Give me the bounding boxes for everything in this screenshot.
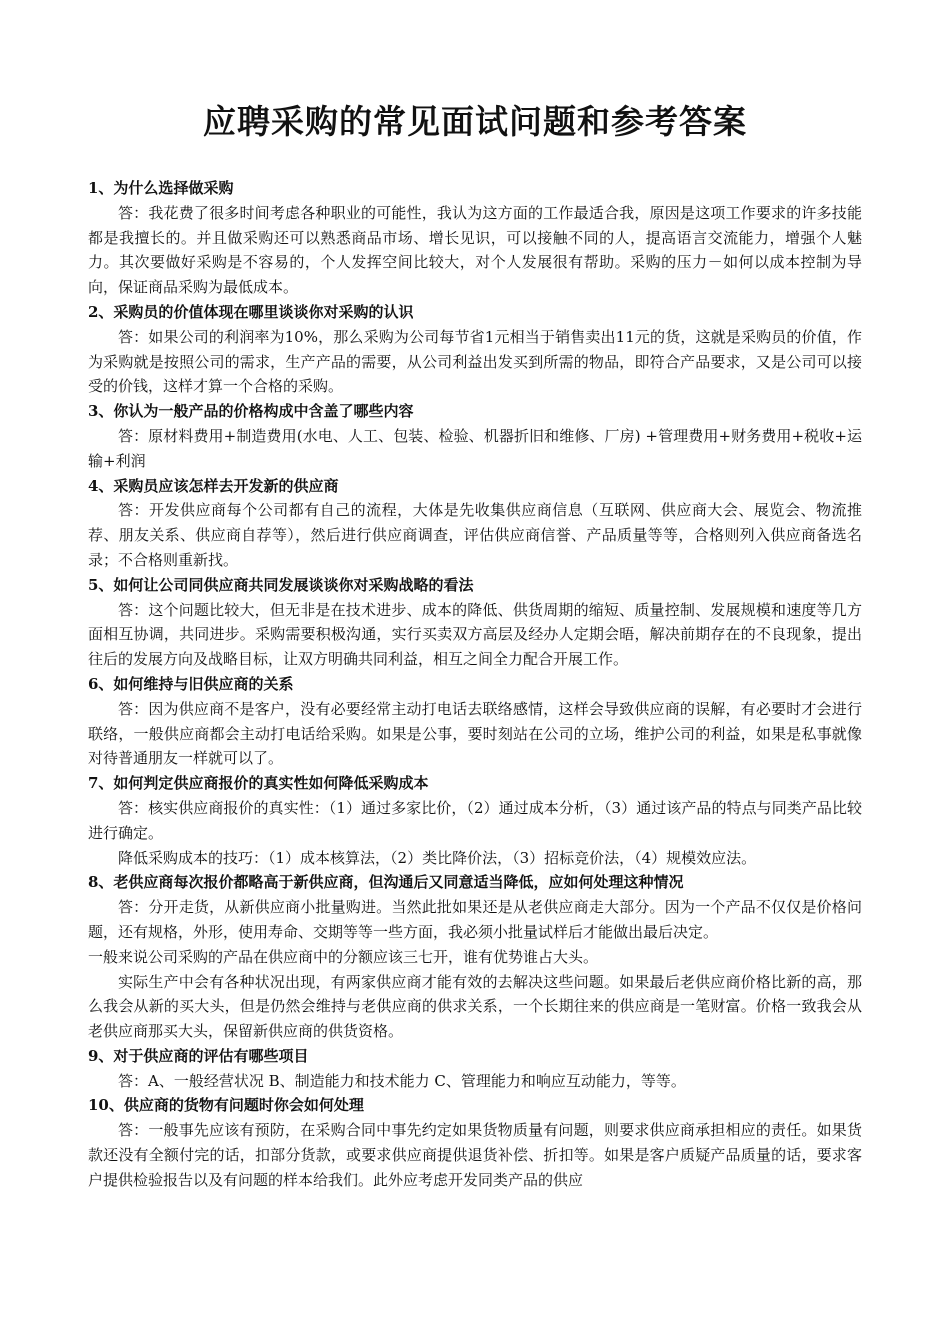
question-heading: 7、如何判定供应商报价的真实性如何降低采购成本: [88, 774, 429, 793]
qa-section: [88, 474, 862, 573]
answer-paragraph: 实际生产中会有各种状况出现，有两家供应商才能有效的去解决这些问题。如果最后老供应商价格比新的高，那么我会从新的买大头，但是仍然会维持与老供应商的供求关系，一个长期往来的供应商是一笔财富。价格一致我会从老供应商那买大头，保留新供应商的供货资格。: [88, 972, 862, 1041]
qa-section: [88, 672, 862, 771]
qa-section: [88, 771, 862, 870]
document-title: 应聘采购的常见面试问题和参考答案: [203, 102, 747, 141]
answer-paragraph: 答：A、一般经营状况 B、制造能力和技术能力 C、管理能力和响应互动能力，等等。: [118, 1071, 686, 1090]
answer-paragraph: 答：核实供应商报价的真实性：（1）通过多家比价，（2）通过成本分析，（3）通过该产品的特点与同类产品比较进行确定。: [88, 798, 862, 842]
qa-section: [88, 573, 862, 672]
answer-paragraph: 答：这个问题比较大，但无非是在技术进步、成本的降低、供货周期的缩短、质量控制、发展规模和速度等几方面相互协调，共同进步。采购需要积极沟通，实行买卖双方高层及经办人定期会晤，解决前期存在的不良现象，提出往后的发展方向及战略目标，让双方明确共同利益，相互之间全力配合开展工作。: [88, 600, 862, 669]
question-heading: 2、采购员的价值体现在哪里谈谈你对采购的认识: [88, 302, 414, 321]
answer-paragraph: 降低采购成本的技巧：（1）成本核算法，（2）类比降价法，（3）招标竞价法，（4）规模效应法。: [118, 848, 757, 867]
answer-paragraph: 答：一般事先应该有预防，在采购合同中事先约定如果货物质量有问题，则要求供应商承担相应的责任。如果货款还没有全额付完的话，扣部分货款，或要求供应商提供退货补偿、折扣等。如果是客户质疑产品质量的话，要求客户提供检验报告以及有问题的样本给我们。此外应考虑开发同类产品的供应: [88, 1121, 862, 1189]
answer-paragraph: 答：分开走货，从新供应商小批量购进。当然此批如果还是从老供应商走大部分。因为一个产品不仅仅是价格问题，还有规格，外形，使用寿命、交期等等一些方面，我必须小批量试样后才能做出最后决定。: [88, 898, 862, 941]
question-heading: 8、老供应商每次报价都略高于新供应商，但沟通后又同意适当降低，应如何处理这种情况: [88, 873, 684, 892]
answer-paragraph: 一般来说公司采购的产品在供应商中的分额应该三七开，谁有优势谁占大头。: [88, 947, 599, 966]
qa-section: [88, 399, 862, 473]
document-page: [88, 0, 862, 1193]
qa-section: [88, 176, 862, 300]
question-heading: 3、你认为一般产品的价格构成中含盖了哪些内容: [88, 402, 414, 421]
qa-section: [88, 870, 862, 1044]
answer-paragraph: 答：开发供应商每个公司都有自己的流程，大体是先收集供应商信息（互联网、供应商大会、展览会、物流推荐、朋友关系、供应商自荐等），然后进行供应商调查，评估供应商信誉、产品质量等等，合格则列入供应商备选名录；不合格则重新找。: [88, 501, 862, 569]
answer-paragraph: 答：因为供应商不是客户，没有必要经常主动打电话去联络感情，这样会导致供应商的误解，有必要时才会进行联络，一般供应商都会主动打电话给采购。如果是公事，要时刻站在公司的立场，维护公司的利益，如果是私事就像对待普通朋友一样就可以了。: [88, 699, 862, 768]
answer-paragraph: 答：原材料费用+制造费用(水电、人工、包装、检验、机器折旧和维修、厂房) +管理费用+财务费用+税收+运输+利润: [88, 426, 862, 470]
answer-paragraph: 答：我花费了很多时间考虑各种职业的可能性，我认为这方面的工作最适合我，原因是这项工作要求的许多技能都是我擅长的。并且做采购还可以熟悉商品市场、增长见识，可以接触不同的人，提高语言交流能力，增强个人魅力。其次要做好采购是不容易的，个人发挥空间比较大，对个人发展很有帮助。采购的压力－如何以成本控制为导向，保证商品采购为最低成本。: [88, 203, 862, 297]
document-body: [88, 176, 862, 1193]
answer-paragraph: 答：如果公司的利润率为10%，那么采购为公司每节省1元相当于销售卖出11元的货，这就是采购员的价值，作为采购就是按照公司的需求，生产产品的需要，从公司利益出发买到所需的物品，即符合产品要求，又是公司可以接受的价钱，这样才算一个合格的采购。: [88, 327, 862, 396]
question-heading: 9、对于供应商的评估有哪些项目: [88, 1046, 309, 1065]
qa-section: [88, 300, 862, 399]
question-heading: 4、采购员应该怎样去开发新的供应商: [88, 476, 339, 495]
question-heading: 5、如何让公司同供应商共同发展谈谈你对采购战略的看法: [88, 575, 474, 594]
qa-section: [88, 1044, 862, 1094]
qa-section: [88, 1093, 862, 1192]
question-heading: 10、供应商的货物有问题时你会如何处理: [88, 1096, 364, 1115]
question-heading: 6、如何维持与旧供应商的关系: [88, 674, 294, 693]
question-heading: 1、为什么选择做采购: [88, 179, 234, 197]
